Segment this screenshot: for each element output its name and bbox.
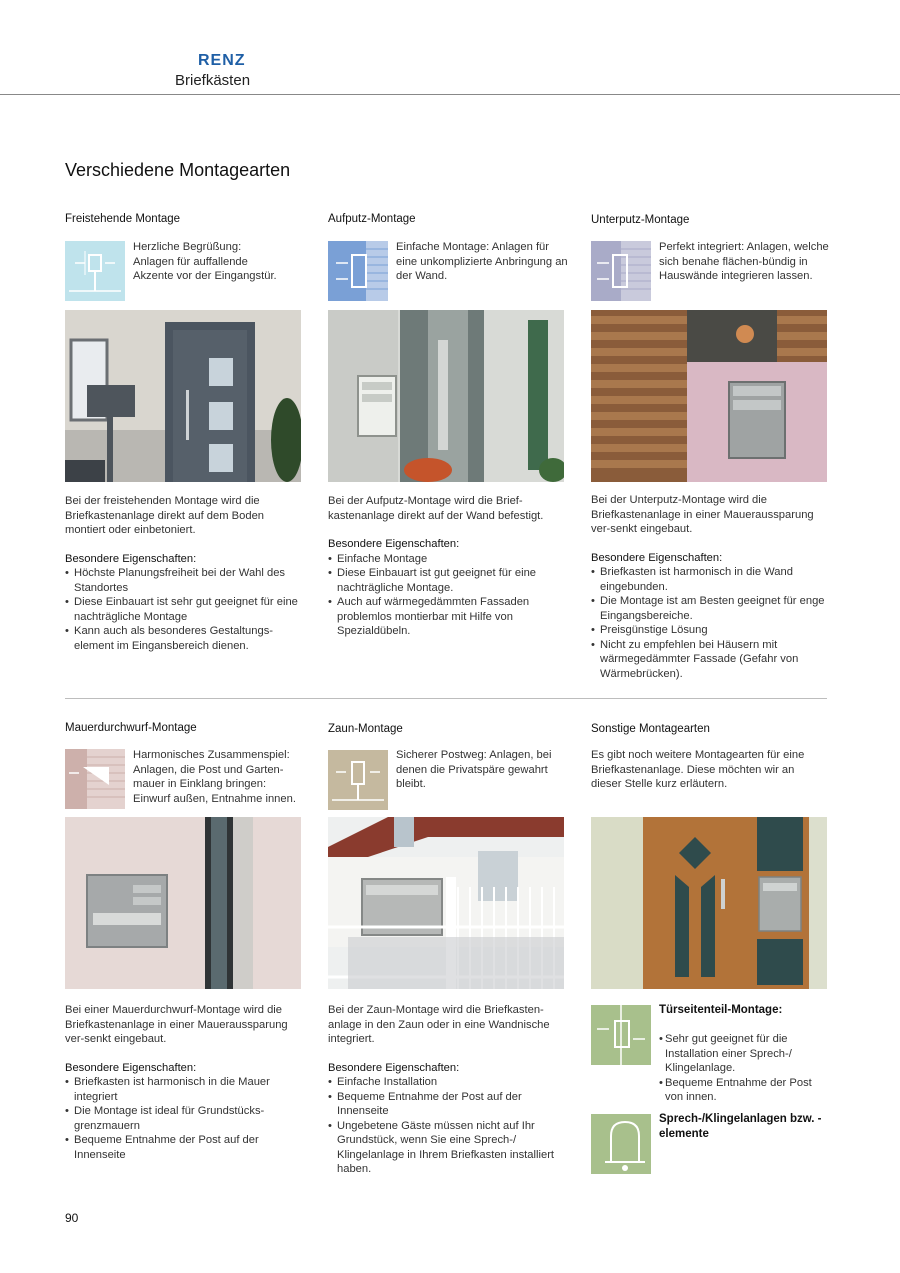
section-description: Bei der Zaun-Montage wird die Briefkasten-anlage in den Zaun oder in eine Wandnische integriert.: [328, 1004, 550, 1045]
page-number: 90: [65, 1211, 79, 1225]
page-title: Verschiedene Montagearten: [65, 160, 291, 180]
door-sidepanel-photo: [591, 817, 827, 989]
brand-logo: RENZ: [198, 52, 246, 69]
property-item: • Ungebetene Gäste müssen nicht auf Ihr Grundstück, wenn Sie eine Sprech-/ Klingelanlage in Ihrem Briefkasten installiert haben.: [328, 1119, 568, 1177]
section-description: Bei der freistehenden Montage wird die Briefkastenanlage direkt auf dem Boden montiert oder einbetoniert.: [65, 495, 265, 536]
subsection-title-sprech: Sprech-/Klingelanlagen bzw. -elemente: [659, 1113, 822, 1140]
property-item: • Höchste Planungsfreiheit bei der Wahl des Standortes: [65, 566, 305, 595]
section-description: Bei der Unterputz-Montage wird die Briefkastenanlage in einer Maueraussparung ver-senkt eingebaut.: [591, 494, 814, 535]
section-title-unterputz: Unterputz-Montage: [591, 214, 690, 226]
section-intro-unterputz: Perfekt integriert: Anlagen, welche sich benahe flächen-bündig in Hauswände integrieren lassen.: [659, 241, 829, 282]
section-body-zaun: [328, 1003, 568, 1177]
freestanding-mount-icon: [65, 241, 125, 301]
section-body-mauerdurchwurf: [65, 1003, 305, 1162]
section-intro-aufputz: Einfache Montage: Anlagen für eine unkomplizierte Anbringung an der Wand.: [396, 241, 568, 282]
through-wall-mount-icon: [65, 749, 125, 809]
property-item: • Auch auf wärmegedämmten Fassaden problemlos montierbar mit Hilfe von Spezialdübeln.: [328, 595, 568, 639]
property-item: • Einfache Installation: [328, 1075, 568, 1090]
subsection-title-tuerseitenteil: Türseitenteil-Montage:: [659, 1004, 783, 1016]
properties-title: Besondere Eigenschaften:: [65, 552, 197, 565]
surface-mount-photo: [328, 310, 564, 482]
properties-title: Besondere Eigenschaften:: [328, 1061, 460, 1074]
section-title-sonstige: Sonstige Montagearten: [591, 723, 710, 735]
property-item: • Sehr gut geeignet für die Installation einer Sprech-/ Klingelanlage.: [659, 1032, 827, 1076]
section-intro-freistehend: Herzliche Begrüßung: Anlagen für auffallende Akzente vor der Eingangstür.: [133, 241, 277, 282]
property-item: • Die Montage ist am Besten geeignet für enge Eingangsbereiche.: [591, 594, 831, 623]
properties-list: [65, 566, 305, 653]
tuerseitenteil-list: [659, 1032, 827, 1105]
header-divider: [0, 94, 900, 95]
property-item: • Diese Einbauart ist gut geeignet für eine nachträgliche Montage.: [328, 566, 568, 595]
property-item: • Briefkasten ist harmonisch in die Wand eingebunden.: [591, 565, 831, 594]
door-sidepanel-mount-icon: [591, 1005, 651, 1065]
property-item: • Diese Einbauart ist sehr gut geeignet für eine nachträgliche Montage: [65, 595, 305, 624]
section-body-aufputz: [328, 494, 568, 639]
properties-list: [65, 1075, 305, 1162]
section-title-mauerdurchwurf: Mauerdurchwurf-Montage: [65, 722, 197, 734]
section-body-freistehend: [65, 494, 305, 653]
section-intro-zaun: Sicherer Postweg: Anlagen, bei denen die Privatspäre gewahrt bleibt.: [396, 749, 552, 790]
section-intro-sonstige: Es gibt noch weitere Montagearten für eine Briefkastenanlage. Diese möchten wir an dieser Stelle kurz erläutern.: [591, 749, 805, 790]
property-item: • Nicht zu empfehlen bei Häusern mit wärmegedämmter Fassade (Gefahr von Wärmebrücken).: [591, 638, 831, 682]
properties-title: Besondere Eigenschaften:: [328, 538, 460, 550]
property-item: • Briefkasten ist harmonisch in die Mauer integriert: [65, 1075, 305, 1104]
properties-list: [328, 552, 568, 639]
row-divider: [65, 698, 827, 699]
catalog-subtitle: Briefkästen: [175, 72, 251, 89]
properties-list: [591, 565, 831, 681]
section-intro-mauerdurchwurf: Harmonisches Zusammenspiel: Anlagen, die Post und Garten-mauer in Einklang bringen: Einwurf außen, Entnahme innen.: [133, 749, 296, 805]
properties-title: Besondere Eigenschaften:: [591, 551, 723, 564]
fence-mount-photo: [328, 817, 564, 989]
property-item: • Einfache Montage: [328, 552, 568, 567]
section-title-freistehend: Freistehende Montage: [65, 213, 181, 225]
properties-list: [328, 1075, 568, 1177]
property-item: • Bequeme Entnahme der Post auf der Innenseite: [65, 1133, 305, 1162]
flush-mount-photo: [591, 310, 827, 482]
property-item: • Preisgünstige Lösung: [591, 623, 831, 638]
section-description: Bei der Aufputz-Montage wird die Brief-kastenanlage direkt auf der Wand befestigt.: [328, 495, 544, 522]
freestanding-mount-photo: [65, 310, 301, 482]
flush-mount-icon: [591, 241, 651, 301]
section-description: Bei einer Mauerdurchwurf-Montage wird die Briefkastenanlage in einer Maueraussparung ver-senkt eingebaut.: [65, 1004, 288, 1045]
property-item: • Kann auch als besonderes Gestaltungs-element im Eingansbereich dienen.: [65, 624, 305, 653]
section-title-zaun: Zaun-Montage: [328, 723, 403, 735]
section-body-unterputz: [591, 493, 831, 681]
doorbell-icon: [591, 1114, 651, 1174]
surface-mount-icon: [328, 241, 388, 301]
fence-mount-icon: [328, 750, 388, 810]
property-item: • Die Montage ist ideal für Grundstücks-grenzmauern: [65, 1104, 305, 1133]
section-title-aufputz: Aufputz-Montage: [328, 213, 416, 225]
through-wall-mount-photo: [65, 817, 301, 989]
property-item: • Bequeme Entnahme der Post von innen.: [659, 1076, 827, 1105]
property-item: • Bequeme Entnahme der Post auf der Innenseite: [328, 1090, 568, 1119]
properties-title: Besondere Eigenschaften:: [65, 1061, 197, 1074]
